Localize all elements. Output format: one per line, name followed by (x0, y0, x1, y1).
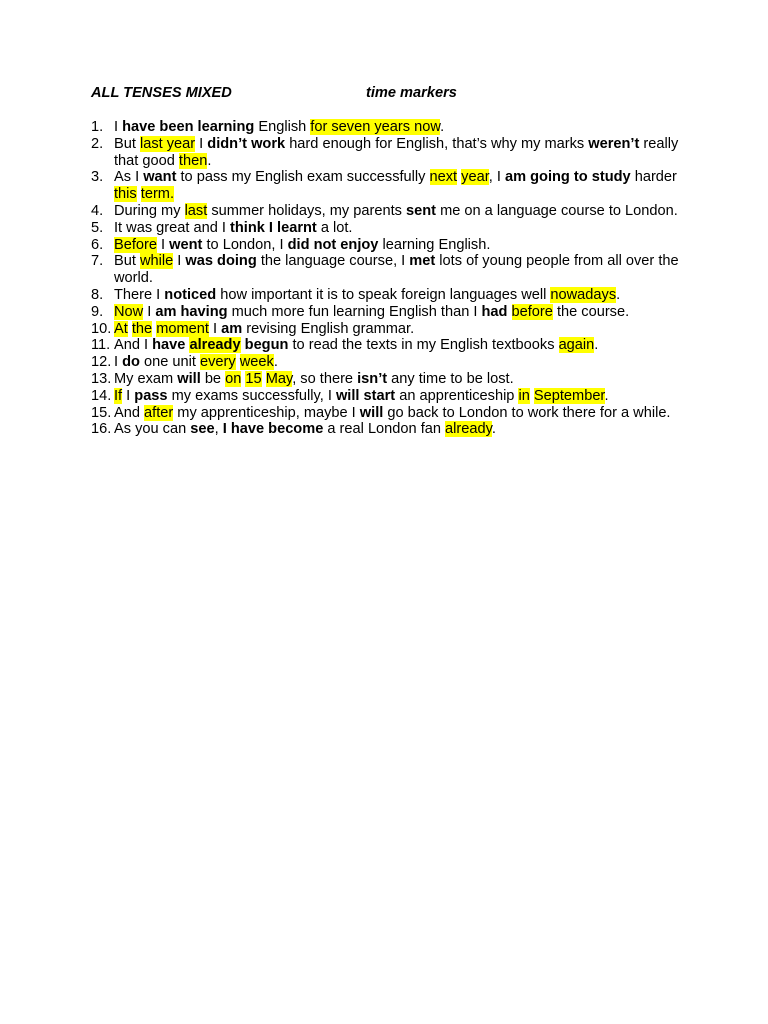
verb-form: didn’t work (207, 135, 286, 152)
verb-form: think I learnt (230, 219, 317, 236)
sentence-text (114, 304, 629, 320)
text-segment: my apprenticeship, maybe I (173, 404, 360, 421)
text-segment: English (254, 119, 311, 135)
verb-form: I have become (222, 421, 324, 438)
text-segment: But (114, 135, 140, 152)
sentence-item (91, 203, 681, 220)
text-segment: the course. (552, 303, 630, 320)
time-marker: moment (156, 320, 209, 337)
sentence-text (114, 371, 514, 387)
sentence-list (91, 119, 681, 438)
verb-form: had (481, 303, 508, 320)
time-marker: last (184, 202, 208, 219)
text-segment: harder (630, 169, 677, 186)
sentence-item (91, 220, 681, 237)
time-marker: every (200, 354, 236, 371)
text-segment: During my (114, 202, 185, 219)
sentence-number: 6. (91, 236, 104, 253)
text-segment: I (122, 387, 135, 404)
sentence-number: 1. (91, 119, 104, 135)
sentence-text (114, 321, 414, 337)
text-segment: a real London fan (323, 421, 446, 438)
text-segment: me on a language course to London. (436, 202, 678, 219)
time-marker: Now (114, 303, 144, 320)
sentence-item (91, 354, 681, 371)
sentence-number: 4. (91, 202, 104, 219)
text-segment: hard enough for English, that’s why my marks (285, 135, 589, 152)
text-segment: , I (488, 169, 505, 186)
sentence-number: 3. (91, 169, 104, 186)
time-marker: next (429, 169, 458, 186)
text-segment: be (200, 370, 226, 387)
text-segment: an apprenticeship (395, 387, 519, 404)
sentence-item (91, 169, 681, 203)
time-marker: while (139, 253, 174, 270)
text-segment: to London, I (202, 236, 288, 253)
text-segment: . (594, 337, 599, 354)
text-segment: summer holidays, my parents (207, 202, 406, 219)
text-segment: My exam (114, 370, 178, 387)
sentence-number: 5. (91, 219, 104, 236)
sentence-number: 14. (91, 387, 112, 404)
sentence-item (91, 253, 681, 287)
verb-form: was doing (185, 253, 257, 270)
sentence-item (91, 119, 681, 136)
document-title: ALL TENSES MIXED (91, 85, 232, 101)
time-marker: year (461, 169, 489, 186)
time-marker: on (225, 370, 242, 387)
sentence-number: 10. (91, 320, 112, 337)
time-marker: then (178, 152, 208, 169)
sentence-item (91, 304, 681, 321)
text-segment: a lot. (316, 219, 353, 236)
sentence-text (114, 169, 677, 202)
text-segment: . (440, 119, 445, 135)
text-segment: And I (114, 337, 153, 354)
sentence-item (91, 287, 681, 304)
text-segment: revising English grammar. (242, 320, 415, 337)
heading (91, 85, 457, 101)
text-segment: how important it is to speak foreign languages well (216, 286, 551, 303)
time-marker: in (518, 387, 530, 404)
sentence-item (91, 405, 681, 422)
text-segment: I (173, 253, 186, 270)
time-marker: week (239, 354, 274, 371)
sentence-item (91, 136, 681, 170)
sentence-number: 15. (91, 404, 112, 421)
time-marker: term. (140, 186, 175, 203)
sentence-text (114, 405, 671, 421)
text-segment: go back to London to work there for a while. (383, 404, 671, 421)
sentence-number: 13. (91, 370, 112, 387)
document-subtitle: time markers (366, 85, 457, 101)
verb-form: weren’t (588, 135, 640, 152)
text-segment: I (114, 119, 123, 135)
verb-form: went (169, 236, 203, 253)
sentence-text (114, 388, 609, 404)
time-marker: after (144, 404, 174, 421)
sentence-text (114, 237, 490, 253)
verb-form: did not enjoy (287, 236, 379, 253)
sentence-number: 9. (91, 303, 104, 320)
sentence-item (91, 371, 681, 388)
text-segment: I (143, 303, 156, 320)
time-marker: this (114, 186, 137, 203)
sentence-text (114, 253, 679, 286)
sentence-number: 11. (91, 337, 111, 354)
time-marker: for seven years now (310, 119, 441, 135)
sentence-text (114, 287, 620, 303)
sentence-text (114, 337, 598, 353)
verb-form: do (122, 354, 140, 371)
time-marker: At (114, 320, 128, 337)
verb-form: see (190, 421, 215, 438)
text-segment: much more fun learning English than I (227, 303, 482, 320)
sentence-text (114, 354, 278, 370)
text-segment: As you can (114, 421, 191, 438)
sentence-text (114, 203, 678, 219)
text-segment: to pass my English exam successfully (176, 169, 430, 186)
sentence-item (91, 237, 681, 254)
verb-form: noticed (164, 286, 217, 303)
verb-form: have (152, 337, 186, 354)
time-marker: last year (139, 135, 196, 152)
time-marker: September (533, 387, 605, 404)
time-marker: again (558, 337, 595, 354)
verb-form: want (143, 169, 177, 186)
text-segment: really that good (114, 135, 679, 169)
text-segment: . (616, 286, 621, 303)
text-segment: I (157, 236, 170, 253)
verb-form: will (359, 404, 384, 421)
time-marker: already (189, 337, 241, 354)
sentence-item (91, 321, 681, 338)
verb-form: have been learning (122, 119, 255, 135)
sentence-item (91, 388, 681, 405)
text-segment: any time to be lost. (387, 370, 514, 387)
verb-form: will start (335, 387, 396, 404)
text-segment: I (114, 354, 123, 371)
verb-form: am (221, 320, 243, 337)
time-marker: May (265, 370, 293, 387)
text-segment: one unit (139, 354, 200, 371)
text-segment: , so there (292, 370, 358, 387)
sentence-number: 8. (91, 286, 104, 303)
time-marker: Before (114, 236, 157, 253)
time-marker: before (511, 303, 553, 320)
sentence-number: 16. (91, 421, 112, 438)
text-segment (507, 304, 511, 320)
verb-form: am having (155, 303, 228, 320)
sentence-number: 7. (91, 253, 104, 270)
text-segment: . (491, 421, 496, 438)
sentence-text (114, 119, 444, 135)
text-segment: the language course, I (256, 253, 410, 270)
time-marker: nowadays (550, 286, 617, 303)
sentence-text (114, 220, 352, 236)
verb-form: met (409, 253, 436, 270)
sentence-item (91, 421, 681, 438)
sentence-item (91, 337, 681, 354)
text-segment: lots of young people from all over the world. (114, 253, 679, 287)
time-marker: already (445, 421, 492, 438)
verb-form: pass (134, 387, 168, 404)
verb-form: sent (406, 202, 437, 219)
text-segment: As I (114, 169, 144, 186)
time-marker: If (114, 387, 123, 404)
text-segment: But (114, 253, 140, 270)
text-segment: . (604, 387, 609, 404)
text-segment: , (214, 421, 223, 438)
text-segment: to read the texts in my English textbooks (288, 337, 559, 354)
time-marker: the (131, 320, 153, 337)
text-segment: I (208, 320, 222, 337)
sentence-number: 2. (91, 135, 104, 152)
text-segment: learning English. (378, 236, 491, 253)
text-segment: It was great and I (114, 219, 231, 236)
verb-form: begun (244, 337, 289, 354)
verb-form: isn’t (357, 370, 388, 387)
sentence-number: 12. (91, 354, 112, 371)
text-segment: And (114, 404, 145, 421)
text-segment: There I (114, 286, 165, 303)
verb-form: am going to study (504, 169, 631, 186)
time-marker: 15 (245, 370, 262, 387)
sentence-text (114, 136, 678, 169)
text-segment: . (273, 354, 278, 371)
verb-form: will (177, 370, 201, 387)
text-segment: I (195, 135, 208, 152)
sentence-text (114, 421, 496, 437)
text-segment: . (207, 152, 212, 169)
text-segment: my exams successfully, I (167, 387, 336, 404)
